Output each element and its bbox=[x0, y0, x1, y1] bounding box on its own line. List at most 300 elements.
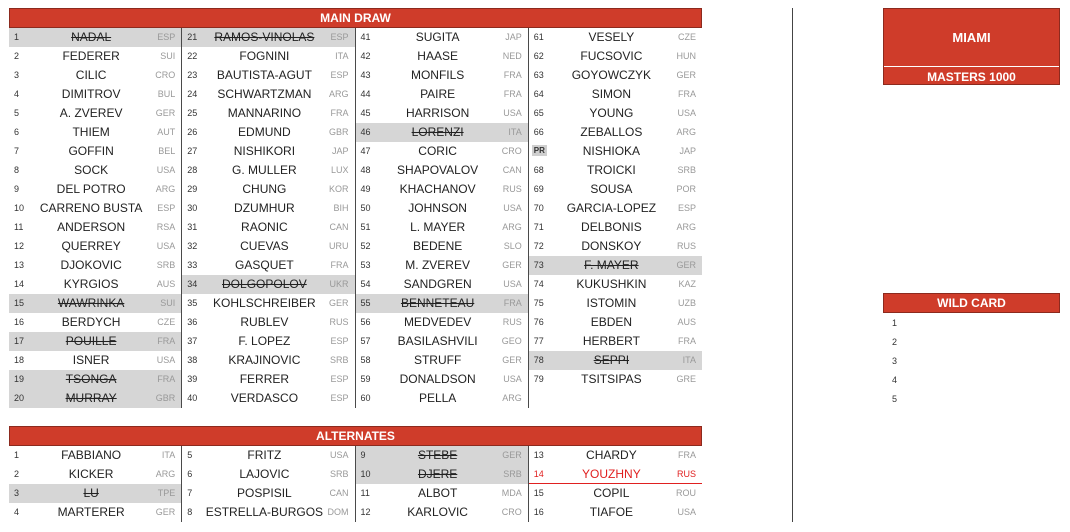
player-country: SLO bbox=[503, 241, 522, 251]
player-name: GOFFIN bbox=[68, 144, 114, 158]
player-name: CILIC bbox=[75, 68, 107, 82]
player-country: MDA bbox=[501, 488, 522, 498]
player-name: ZEBALLOS bbox=[580, 125, 643, 139]
player-seed: 34 bbox=[187, 279, 198, 289]
player-seed: 60 bbox=[360, 393, 371, 403]
player-row bbox=[9, 351, 182, 370]
player-name: FUCSOVIC bbox=[580, 49, 643, 63]
player-name: DEL POTRO bbox=[56, 182, 126, 196]
player-row bbox=[182, 85, 355, 104]
player-row bbox=[529, 446, 702, 465]
player-country: USA bbox=[156, 241, 176, 251]
player-country: SUI bbox=[160, 51, 176, 61]
player-row bbox=[529, 484, 702, 503]
player-seed: 47 bbox=[360, 146, 371, 156]
wild-card-row bbox=[883, 314, 1060, 333]
player-country: ROU bbox=[676, 488, 696, 498]
player-seed: 26 bbox=[187, 127, 198, 137]
player-row bbox=[182, 275, 355, 294]
player-row bbox=[356, 370, 529, 389]
player-seed: 14 bbox=[14, 279, 25, 289]
player-name: DJOKOVIC bbox=[60, 258, 122, 272]
player-name: KUKUSHKIN bbox=[576, 277, 647, 291]
player-country: HUN bbox=[676, 51, 696, 61]
player-country: ARG bbox=[676, 127, 696, 137]
player-seed: 23 bbox=[187, 70, 198, 80]
player-country: CZE bbox=[157, 317, 176, 327]
player-country: FRA bbox=[330, 260, 349, 270]
player-name: BEDENE bbox=[412, 239, 463, 253]
player-country: FRA bbox=[678, 336, 696, 346]
player-country: CRO bbox=[155, 70, 176, 80]
player-row bbox=[529, 199, 702, 218]
player-name: FRITZ bbox=[247, 448, 282, 462]
player-seed: 73 bbox=[533, 260, 544, 270]
player-country: FRA bbox=[503, 70, 522, 80]
player-row bbox=[529, 256, 702, 275]
player-seed: 29 bbox=[187, 184, 198, 194]
player-row bbox=[182, 389, 355, 408]
player-name: BERDYCH bbox=[61, 315, 121, 329]
player-seed: 3 bbox=[14, 488, 20, 498]
player-name: ANDERSON bbox=[57, 220, 126, 234]
player-country: SRB bbox=[329, 469, 349, 479]
player-seed: 5 bbox=[187, 450, 193, 460]
player-seed: 42 bbox=[360, 51, 371, 61]
player-seed: 11 bbox=[360, 488, 370, 498]
tournament-category: MASTERS 1000 bbox=[927, 70, 1016, 84]
player-row bbox=[182, 161, 355, 180]
player-seed: PR bbox=[533, 146, 545, 155]
player-seed: 51 bbox=[360, 222, 371, 232]
player-name: FEDERER bbox=[62, 49, 120, 63]
player-name: DELBONIS bbox=[581, 220, 642, 234]
player-name: BENNETEAU bbox=[400, 296, 475, 310]
player-name: VERDASCO bbox=[230, 391, 299, 405]
player-row bbox=[9, 161, 182, 180]
player-name: M. ZVEREV bbox=[405, 258, 470, 272]
wild-card-number: 5 bbox=[892, 394, 898, 404]
player-country: CRO bbox=[501, 507, 522, 517]
player-seed: 7 bbox=[14, 146, 20, 156]
player-country: CAN bbox=[329, 488, 349, 498]
player-country: URU bbox=[329, 241, 349, 251]
player-seed: 22 bbox=[187, 51, 198, 61]
player-seed: 75 bbox=[533, 298, 544, 308]
player-country: GER bbox=[676, 70, 696, 80]
player-name: NADAL bbox=[71, 30, 112, 44]
player-seed: 52 bbox=[360, 241, 371, 251]
player-seed: 16 bbox=[533, 507, 544, 517]
player-seed: 18 bbox=[14, 355, 25, 365]
player-row bbox=[529, 180, 702, 199]
player-seed: 32 bbox=[187, 241, 198, 251]
player-name: GARCIA-LOPEZ bbox=[566, 201, 657, 215]
player-name: DONSKOY bbox=[581, 239, 642, 253]
player-name: CARRENO BUSTA bbox=[39, 201, 143, 215]
player-name: SHAPOVALOV bbox=[397, 163, 479, 177]
player-row bbox=[182, 218, 355, 237]
player-seed: 8 bbox=[14, 165, 20, 175]
player-country: ITA bbox=[335, 51, 349, 61]
player-seed: 5 bbox=[14, 108, 20, 118]
player-name: A. ZVEREV bbox=[59, 106, 123, 120]
player-row bbox=[182, 313, 355, 332]
player-country: GBR bbox=[328, 127, 349, 137]
main-draw-grid bbox=[9, 28, 702, 408]
player-country: RUS bbox=[676, 241, 696, 251]
player-country: ESP bbox=[330, 393, 349, 403]
player-name: ISNER bbox=[72, 353, 110, 367]
player-name: YOUZHNY bbox=[582, 467, 641, 481]
player-country: UZB bbox=[678, 298, 696, 308]
player-row bbox=[9, 275, 182, 294]
player-row bbox=[356, 389, 529, 408]
player-name: PELLA bbox=[418, 391, 457, 405]
player-seed: 40 bbox=[187, 393, 198, 403]
player-name: KHACHANOV bbox=[399, 182, 476, 196]
player-row bbox=[182, 446, 355, 465]
player-seed: 64 bbox=[533, 89, 544, 99]
player-seed: 62 bbox=[533, 51, 544, 61]
player-row bbox=[529, 28, 702, 47]
player-row bbox=[182, 256, 355, 275]
player-seed: 31 bbox=[187, 222, 198, 232]
player-country: GER bbox=[676, 260, 696, 270]
player-country: UKR bbox=[329, 279, 349, 289]
player-country: USA bbox=[677, 108, 696, 118]
player-country: JAP bbox=[505, 32, 522, 42]
player-name: THIEM bbox=[72, 125, 110, 139]
player-country: GER bbox=[328, 298, 349, 308]
player-country: SUI bbox=[160, 298, 176, 308]
player-name: EBDEN bbox=[590, 315, 633, 329]
player-name: POSPISIL bbox=[237, 486, 292, 500]
player-country: ITA bbox=[682, 355, 696, 365]
player-seed: 68 bbox=[533, 165, 544, 175]
alternates-title: ALTERNATES bbox=[316, 429, 395, 443]
player-row bbox=[182, 66, 355, 85]
player-row bbox=[356, 503, 529, 522]
player-name: KARLOVIC bbox=[407, 505, 468, 519]
player-row bbox=[182, 294, 355, 313]
player-row bbox=[182, 47, 355, 66]
player-name: LORENZI bbox=[411, 125, 464, 139]
player-seed: 59 bbox=[360, 374, 371, 384]
player-seed: 79 bbox=[533, 374, 544, 384]
player-country: SRB bbox=[329, 355, 349, 365]
player-row bbox=[356, 484, 529, 503]
player-country: NED bbox=[502, 51, 522, 61]
player-row bbox=[529, 218, 702, 237]
player-country: USA bbox=[503, 203, 522, 213]
player-seed: 43 bbox=[360, 70, 371, 80]
player-seed: 63 bbox=[533, 70, 544, 80]
player-name: WAWRINKA bbox=[57, 296, 125, 310]
player-seed: 58 bbox=[360, 355, 371, 365]
player-seed: 38 bbox=[187, 355, 198, 365]
player-name: ESTRELLA-BURGOS bbox=[205, 505, 324, 519]
player-country: ESP bbox=[330, 32, 349, 42]
tournament-box bbox=[883, 8, 1060, 85]
player-row bbox=[9, 313, 182, 332]
player-name: SANDGREN bbox=[403, 277, 472, 291]
player-name: DIMITROV bbox=[61, 87, 121, 101]
player-name: VESELY bbox=[588, 30, 635, 44]
player-seed: 14 bbox=[533, 469, 544, 479]
player-seed: 49 bbox=[360, 184, 371, 194]
player-name: BASILASHVILI bbox=[397, 334, 478, 348]
player-seed: 71 bbox=[533, 222, 544, 232]
player-row bbox=[529, 66, 702, 85]
player-name: KYRGIOS bbox=[63, 277, 119, 291]
player-row bbox=[529, 370, 702, 389]
player-name: SIMON bbox=[591, 87, 632, 101]
alternates-grid bbox=[9, 446, 702, 522]
player-name: NISHIKORI bbox=[233, 144, 296, 158]
player-seed: 53 bbox=[360, 260, 371, 270]
player-row bbox=[529, 85, 702, 104]
player-seed: 24 bbox=[187, 89, 198, 99]
player-seed: 27 bbox=[187, 146, 198, 156]
player-seed: 19 bbox=[14, 374, 25, 384]
player-name: SEPPI bbox=[593, 353, 630, 367]
player-name: MONFILS bbox=[410, 68, 465, 82]
player-name: STEBE bbox=[417, 448, 458, 462]
player-row bbox=[356, 294, 529, 313]
player-name: QUERREY bbox=[61, 239, 121, 253]
player-seed: 12 bbox=[14, 241, 25, 251]
player-name: NISHIOKA bbox=[582, 144, 641, 158]
player-country: SRB bbox=[677, 165, 696, 175]
player-row bbox=[182, 28, 355, 47]
player-country: ESP bbox=[157, 32, 176, 42]
player-seed: 3 bbox=[14, 70, 20, 80]
player-country: FRA bbox=[503, 89, 522, 99]
player-country: GRE bbox=[676, 374, 696, 384]
player-country: JAP bbox=[679, 146, 696, 156]
player-row bbox=[182, 370, 355, 389]
player-name: F. MAYER bbox=[584, 258, 639, 272]
player-row bbox=[182, 199, 355, 218]
player-country: ESP bbox=[330, 70, 349, 80]
player-country: ESP bbox=[157, 203, 176, 213]
player-seed: 69 bbox=[533, 184, 544, 194]
player-name: LAJOVIC bbox=[239, 467, 290, 481]
player-row bbox=[356, 256, 529, 275]
player-row bbox=[182, 123, 355, 142]
player-row bbox=[356, 237, 529, 256]
player-row bbox=[356, 180, 529, 199]
wild-card-number: 1 bbox=[892, 318, 898, 328]
player-seed: 56 bbox=[360, 317, 371, 327]
player-name: TSITSIPAS bbox=[581, 372, 642, 386]
player-row bbox=[356, 332, 529, 351]
player-country: RUS bbox=[329, 317, 349, 327]
player-country: USA bbox=[156, 355, 176, 365]
player-seed: 48 bbox=[360, 165, 371, 175]
vertical-divider bbox=[792, 8, 793, 522]
player-seed: 13 bbox=[14, 260, 25, 270]
player-name: PAIRE bbox=[420, 87, 456, 101]
player-name: DOLGOPOLOV bbox=[222, 277, 307, 291]
player-country: AUT bbox=[157, 127, 176, 137]
wild-card-header bbox=[883, 293, 1060, 313]
player-country: GER bbox=[155, 507, 176, 517]
player-country: ARG bbox=[328, 89, 349, 99]
player-seed: 50 bbox=[360, 203, 371, 213]
player-country: USA bbox=[156, 165, 176, 175]
player-country: FRA bbox=[330, 108, 349, 118]
player-row bbox=[182, 104, 355, 123]
player-row bbox=[9, 199, 182, 218]
main-draw-title: MAIN DRAW bbox=[320, 11, 391, 25]
player-seed: 77 bbox=[533, 336, 544, 346]
player-name: HARRISON bbox=[405, 106, 470, 120]
player-name: MEDVEDEV bbox=[403, 315, 472, 329]
player-seed: 65 bbox=[533, 108, 544, 118]
player-country: AUS bbox=[677, 317, 696, 327]
player-name: ALBOT bbox=[417, 486, 458, 500]
player-row bbox=[9, 85, 182, 104]
player-seed: 13 bbox=[533, 450, 544, 460]
player-seed: 74 bbox=[533, 279, 544, 289]
player-name: KOHLSCHREIBER bbox=[213, 296, 316, 310]
player-country: GER bbox=[502, 355, 522, 365]
player-name: TSONGA bbox=[65, 372, 117, 386]
player-country: BIH bbox=[333, 203, 349, 213]
tournament-name: MIAMI bbox=[952, 30, 991, 45]
player-row bbox=[182, 465, 355, 484]
player-seed: 33 bbox=[187, 260, 198, 270]
player-country: TPE bbox=[157, 488, 176, 498]
player-seed: 21 bbox=[187, 32, 198, 42]
player-seed: 45 bbox=[360, 108, 371, 118]
player-country: GER bbox=[155, 108, 176, 118]
player-country: ARG bbox=[155, 469, 176, 479]
player-name: CHUNG bbox=[242, 182, 287, 196]
player-seed: 44 bbox=[360, 89, 371, 99]
player-name: GOYOWCZYK bbox=[571, 68, 652, 82]
wild-card-row bbox=[883, 352, 1060, 371]
player-country: CRO bbox=[501, 146, 522, 156]
player-row bbox=[529, 237, 702, 256]
player-seed: 4 bbox=[14, 89, 20, 99]
player-name: CUEVAS bbox=[240, 239, 289, 253]
player-seed: 16 bbox=[14, 317, 25, 327]
player-row bbox=[9, 180, 182, 199]
player-country: GER bbox=[502, 450, 522, 460]
player-country: USA bbox=[503, 108, 522, 118]
player-seed: 2 bbox=[14, 469, 20, 479]
player-row bbox=[9, 237, 182, 256]
player-country: RUS bbox=[502, 184, 522, 194]
wild-card-title: WILD CARD bbox=[937, 296, 1006, 310]
player-seed: 6 bbox=[187, 469, 193, 479]
player-country: JAP bbox=[331, 146, 349, 156]
player-row bbox=[529, 161, 702, 180]
player-country: SRB bbox=[503, 469, 522, 479]
player-name: YOUNG bbox=[589, 106, 634, 120]
player-country: ESP bbox=[677, 203, 696, 213]
player-country: CZE bbox=[678, 32, 696, 42]
player-name: G. MULLER bbox=[232, 163, 297, 177]
player-row bbox=[9, 142, 182, 161]
player-name: POUILLE bbox=[65, 334, 117, 348]
player-name: LU bbox=[83, 486, 99, 500]
player-seed: 15 bbox=[14, 298, 25, 308]
player-name: FOGNINI bbox=[239, 49, 290, 63]
player-name: BAUTISTA-AGUT bbox=[216, 68, 312, 82]
player-name: SCHWARTZMAN bbox=[217, 87, 312, 101]
player-seed: 9 bbox=[360, 450, 366, 460]
player-row bbox=[356, 218, 529, 237]
wild-card-row bbox=[883, 390, 1060, 409]
player-country: USA bbox=[503, 279, 522, 289]
player-name: MARTERER bbox=[57, 505, 125, 519]
player-row bbox=[356, 28, 529, 47]
player-row bbox=[529, 465, 702, 484]
player-name: FABBIANO bbox=[61, 448, 122, 462]
player-name: RAONIC bbox=[241, 220, 288, 234]
player-row bbox=[182, 503, 355, 522]
player-name: TIAFOE bbox=[589, 505, 634, 519]
player-country: ARG bbox=[502, 222, 522, 232]
player-seed: 28 bbox=[187, 165, 198, 175]
player-row bbox=[9, 218, 182, 237]
player-seed: 4 bbox=[14, 507, 20, 517]
player-name: SUGITA bbox=[415, 30, 460, 44]
player-name: FERRER bbox=[239, 372, 290, 386]
player-row bbox=[182, 351, 355, 370]
player-row bbox=[356, 85, 529, 104]
player-name: EDMUND bbox=[238, 125, 291, 139]
player-row bbox=[9, 28, 182, 47]
tournament-divider bbox=[884, 66, 1059, 67]
player-country: BUL bbox=[157, 89, 176, 99]
player-seed: 46 bbox=[360, 127, 371, 137]
player-name: MANNARINO bbox=[227, 106, 302, 120]
player-country: GER bbox=[502, 260, 522, 270]
player-seed: 55 bbox=[360, 298, 371, 308]
player-name: TROICKI bbox=[587, 163, 636, 177]
player-country: USA bbox=[677, 507, 696, 517]
wild-card-row bbox=[883, 333, 1060, 352]
player-seed: 70 bbox=[533, 203, 544, 213]
player-seed: 8 bbox=[187, 507, 193, 517]
player-country: KAZ bbox=[678, 279, 696, 289]
player-country: POR bbox=[676, 184, 696, 194]
player-seed: 1 bbox=[14, 450, 20, 460]
player-row bbox=[9, 503, 182, 522]
player-row bbox=[356, 142, 529, 161]
player-row bbox=[9, 446, 182, 465]
player-country: FRA bbox=[157, 336, 176, 346]
player-name: MURRAY bbox=[65, 391, 117, 405]
player-seed: 72 bbox=[533, 241, 544, 251]
player-name: DJERE bbox=[417, 467, 458, 481]
player-country: GEO bbox=[501, 336, 522, 346]
player-country: RUS bbox=[676, 469, 696, 479]
player-seed: 66 bbox=[533, 127, 544, 137]
player-country: LUX bbox=[330, 165, 349, 175]
player-name: SOUSA bbox=[590, 182, 633, 196]
player-name: COPIL bbox=[593, 486, 630, 500]
player-seed: 1 bbox=[14, 32, 20, 42]
player-row bbox=[9, 370, 182, 389]
player-row bbox=[182, 484, 355, 503]
player-row bbox=[529, 332, 702, 351]
